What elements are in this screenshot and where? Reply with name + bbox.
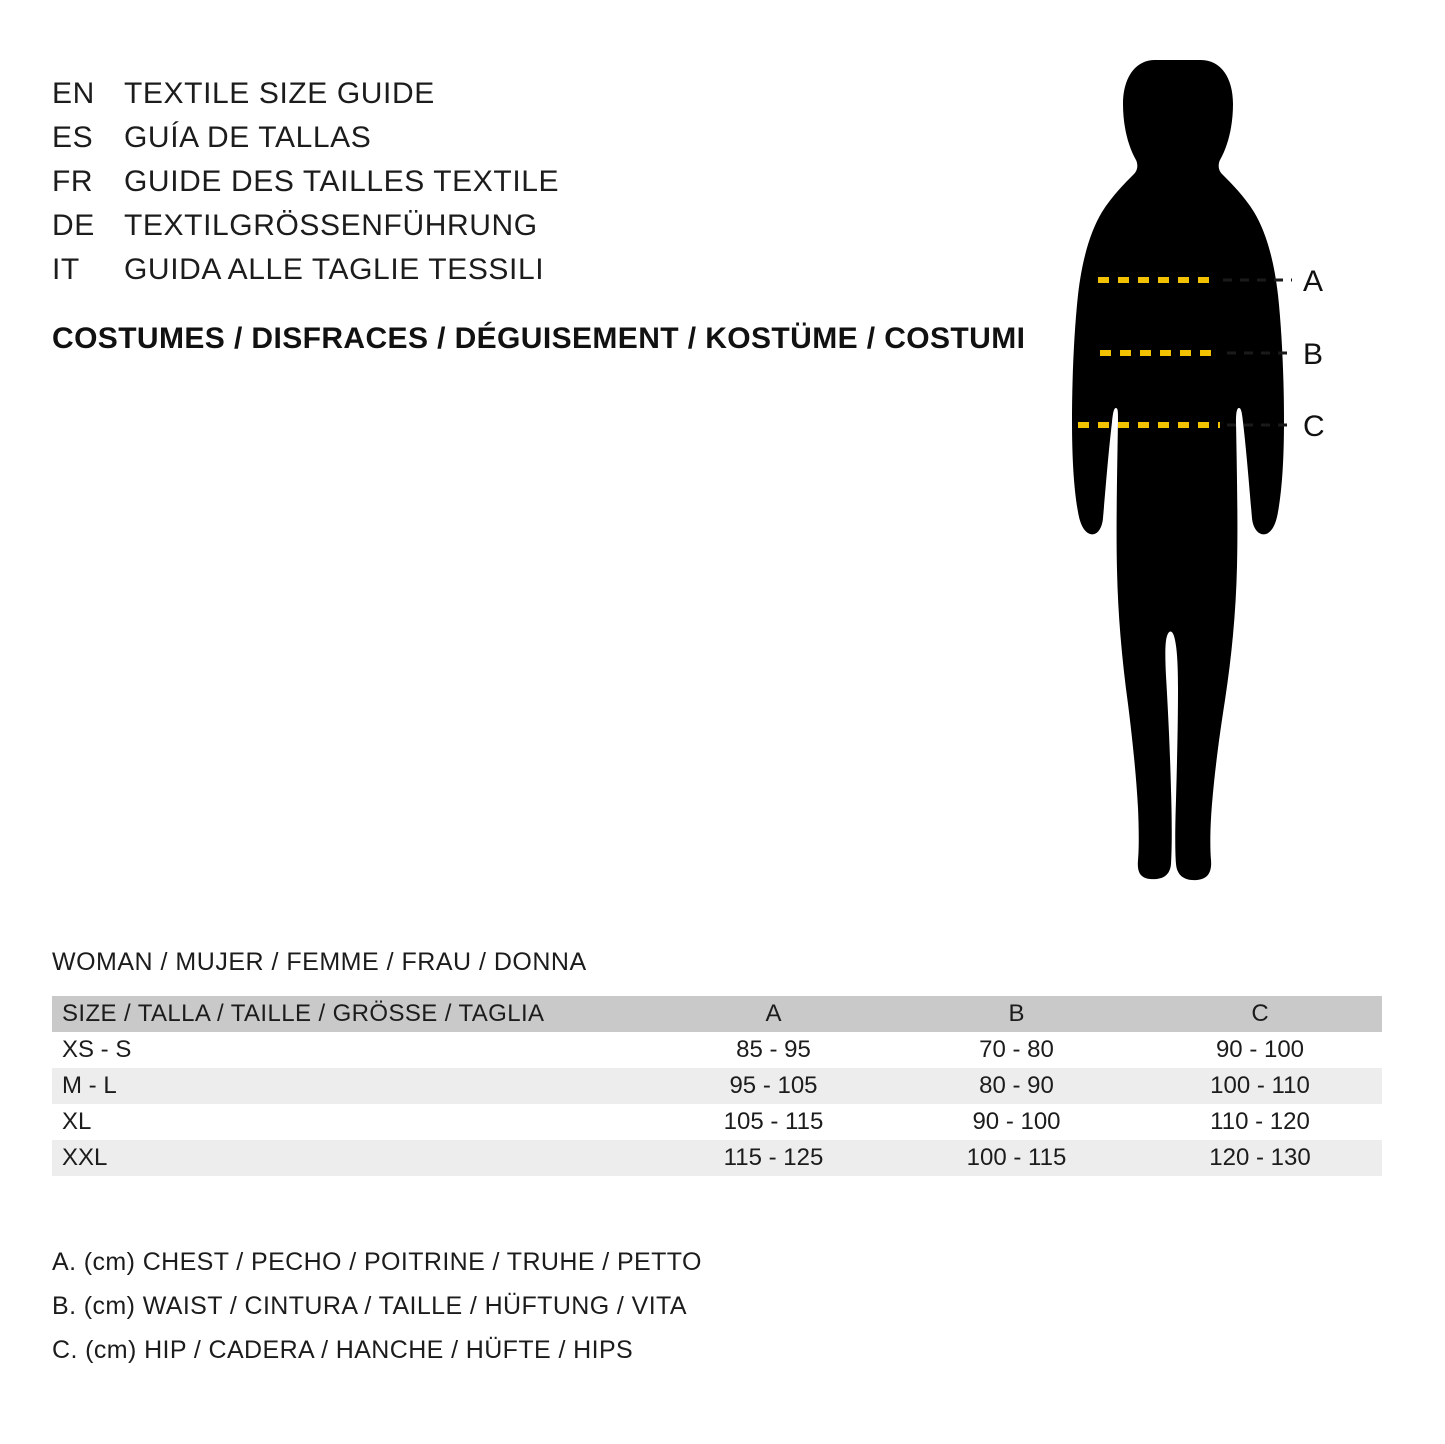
size-table-header bbox=[52, 996, 1382, 1032]
size-table bbox=[52, 996, 1382, 1176]
language-row-es bbox=[52, 116, 992, 160]
legend-line-hip: C. (cm) HIP / CADERA / HANCHE / HÜFTE / HIPS bbox=[52, 1336, 634, 1364]
cell-chest: 95 - 105 bbox=[729, 1072, 818, 1099]
language-row-en bbox=[52, 72, 992, 116]
column-header-a: A bbox=[765, 1000, 782, 1027]
legend-line-waist: B. (cm) WAIST / CINTURA / TAILLE / HÜFTUNG / VITA bbox=[52, 1292, 687, 1320]
language-title-es: GUÍA DE TALLAS bbox=[124, 121, 372, 154]
category-line: COSTUMES / DISFRACES / DÉGUISEMENT / KOSTÜME / COSTUMI bbox=[52, 322, 1026, 355]
marker-labels bbox=[1303, 265, 1325, 443]
table-caption: WOMAN / MUJER / FEMME / FRAU / DONNA bbox=[52, 948, 587, 976]
cell-size: XS - S bbox=[62, 1036, 132, 1063]
table-header-row bbox=[52, 996, 1382, 1032]
cell-size: XL bbox=[62, 1108, 92, 1135]
legend-line-chest: A. (cm) CHEST / PECHO / POITRINE / TRUHE / PETTO bbox=[52, 1248, 702, 1276]
language-code-en: EN bbox=[52, 77, 95, 110]
marker-label-c: C bbox=[1303, 410, 1325, 443]
language-title-en: TEXTILE SIZE GUIDE bbox=[124, 77, 435, 110]
cell-hip: 120 - 130 bbox=[1209, 1144, 1311, 1171]
figure-panel bbox=[1020, 60, 1400, 890]
column-header-b: B bbox=[1008, 1000, 1025, 1027]
cell-chest: 115 - 125 bbox=[723, 1144, 824, 1171]
cell-waist: 100 - 115 bbox=[966, 1144, 1067, 1171]
language-code-fr: FR bbox=[52, 165, 94, 198]
woman-silhouette-figure bbox=[1020, 60, 1400, 890]
measurement-legend bbox=[52, 1240, 702, 1372]
cell-size: XXL bbox=[62, 1144, 108, 1171]
language-title-de: TEXTILGRÖSSENFÜHRUNG bbox=[124, 209, 538, 242]
woman-silhouette bbox=[1072, 60, 1284, 880]
cell-chest: 85 - 95 bbox=[736, 1036, 811, 1063]
language-code-es: ES bbox=[52, 121, 94, 154]
language-row-fr bbox=[52, 160, 992, 204]
column-header-size: SIZE / TALLA / TAILLE / GRÖSSE / TAGLIA bbox=[62, 1000, 545, 1027]
language-row-de bbox=[52, 204, 992, 248]
table-row bbox=[52, 1104, 1382, 1140]
language-title-fr: GUIDE DES TAILLES TEXTILE bbox=[124, 165, 560, 198]
cell-waist: 70 - 80 bbox=[979, 1036, 1054, 1063]
cell-waist: 90 - 100 bbox=[972, 1108, 1061, 1135]
table-row bbox=[52, 1032, 1382, 1068]
language-title-it: GUIDA ALLE TAGLIE TESSILI bbox=[124, 253, 545, 286]
column-header-c: C bbox=[1251, 1000, 1269, 1027]
cell-chest: 105 - 115 bbox=[723, 1108, 824, 1135]
language-list bbox=[52, 72, 992, 292]
cell-hip: 100 - 110 bbox=[1210, 1072, 1310, 1099]
cell-size: M - L bbox=[62, 1072, 117, 1099]
language-code-it: IT bbox=[52, 253, 80, 286]
size-table-body bbox=[52, 1032, 1382, 1176]
language-row-it bbox=[52, 248, 992, 292]
cell-hip: 110 - 120 bbox=[1210, 1108, 1310, 1135]
cell-waist: 80 - 90 bbox=[979, 1072, 1054, 1099]
marker-label-a: A bbox=[1303, 265, 1324, 298]
table-row bbox=[52, 1140, 1382, 1176]
marker-label-b: B bbox=[1303, 338, 1324, 371]
language-code-de: DE bbox=[52, 209, 95, 242]
cell-hip: 90 - 100 bbox=[1215, 1036, 1305, 1063]
table-row bbox=[52, 1068, 1382, 1104]
